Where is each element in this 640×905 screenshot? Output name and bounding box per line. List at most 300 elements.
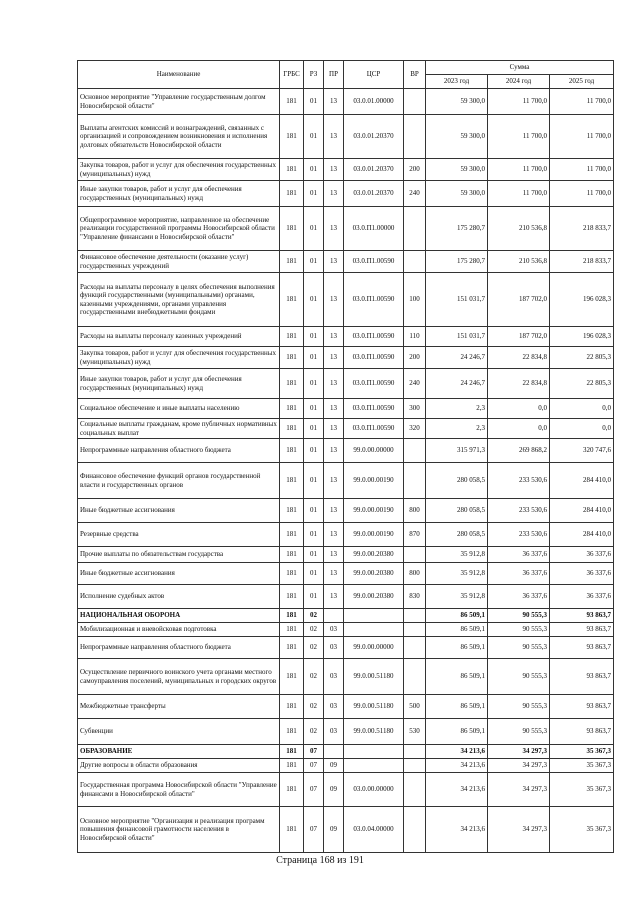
table-row <box>78 499 614 523</box>
cell-name: Иные бюджетные ассигнования <box>78 499 280 523</box>
cell-rz: 07 <box>304 807 324 853</box>
cell-grbs: 181 <box>280 159 304 181</box>
cell-2024: 269 868,2 <box>488 439 550 463</box>
cell-vr <box>404 773 426 807</box>
page-number: Страница 168 из 191 <box>276 855 364 866</box>
cell-2025: 22 805,3 <box>550 347 614 369</box>
cell-vr <box>404 745 426 759</box>
table-row <box>78 659 614 695</box>
cell-vr: 870 <box>404 523 426 547</box>
cell-vr: 200 <box>404 347 426 369</box>
cell-name: Закупка товаров, работ и услуг для обеспечения государственных (муниципальных) нужд <box>78 347 280 369</box>
cell-grbs: 181 <box>280 207 304 251</box>
col-header-csr: ЦСР <box>344 61 404 89</box>
cell-name: Прочие выплаты по обязательствам государства <box>78 547 280 563</box>
cell-vr <box>404 251 426 273</box>
cell-csr: 03.0.01.00000 <box>344 89 404 115</box>
cell-grbs: 181 <box>280 563 304 585</box>
cell-rz: 01 <box>304 181 324 207</box>
table-row <box>78 807 614 853</box>
cell-grbs: 181 <box>280 463 304 499</box>
cell-pr: 13 <box>324 463 344 499</box>
cell-2025: 93 863,7 <box>550 695 614 719</box>
cell-2023: 175 280,7 <box>426 207 488 251</box>
cell-csr: 03.0.П1.00590 <box>344 399 404 419</box>
table-row <box>78 563 614 585</box>
cell-name: Выплаты агентских комиссий и вознаграждений, связанных с организацией и сопровождением возникновения и исполнения долговых обязательств Новосибирской области <box>78 115 280 159</box>
cell-name: НАЦИОНАЛЬНАЯ ОБОРОНА <box>78 609 280 623</box>
cell-2025: 35 367,3 <box>550 807 614 853</box>
table-row <box>78 399 614 419</box>
cell-csr: 03.0.П1.00590 <box>344 419 404 439</box>
cell-grbs: 181 <box>280 745 304 759</box>
cell-pr: 13 <box>324 399 344 419</box>
cell-rz: 01 <box>304 523 324 547</box>
cell-2025: 0,0 <box>550 399 614 419</box>
cell-2024: 210 536,8 <box>488 207 550 251</box>
cell-2025: 36 337,6 <box>550 563 614 585</box>
cell-grbs: 181 <box>280 547 304 563</box>
cell-pr: 13 <box>324 419 344 439</box>
cell-vr: 110 <box>404 327 426 347</box>
col-header-grbs: ГРБС <box>280 61 304 89</box>
col-header-rz: РЗ <box>304 61 324 89</box>
cell-2024: 90 555,3 <box>488 609 550 623</box>
col-header-year-2024: 2024 год <box>488 75 550 89</box>
cell-csr: 99.0.00.00190 <box>344 499 404 523</box>
table-row <box>78 327 614 347</box>
cell-rz: 07 <box>304 745 324 759</box>
cell-2023: 59 300,0 <box>426 89 488 115</box>
cell-name: Финансовое обеспечение деятельности (оказание услуг) государственных учреждений <box>78 251 280 273</box>
cell-2024: 210 536,8 <box>488 251 550 273</box>
cell-grbs: 181 <box>280 115 304 159</box>
cell-2023: 59 300,0 <box>426 115 488 159</box>
cell-grbs: 181 <box>280 399 304 419</box>
cell-2025: 35 367,3 <box>550 759 614 773</box>
cell-grbs: 181 <box>280 637 304 659</box>
table-row <box>78 637 614 659</box>
cell-vr: 300 <box>404 399 426 419</box>
cell-pr: 13 <box>324 439 344 463</box>
cell-csr: 03.0.П1.00590 <box>344 251 404 273</box>
cell-csr: 99.0.00.20380 <box>344 563 404 585</box>
cell-2023: 35 912,8 <box>426 563 488 585</box>
cell-vr: 800 <box>404 563 426 585</box>
cell-vr <box>404 637 426 659</box>
cell-pr <box>324 745 344 759</box>
cell-vr <box>404 807 426 853</box>
cell-rz: 07 <box>304 773 324 807</box>
cell-pr: 13 <box>324 563 344 585</box>
cell-grbs: 181 <box>280 273 304 327</box>
cell-pr: 09 <box>324 773 344 807</box>
cell-grbs: 181 <box>280 251 304 273</box>
cell-pr <box>324 609 344 623</box>
cell-2024: 233 530,6 <box>488 523 550 547</box>
cell-2024: 22 834,8 <box>488 369 550 399</box>
cell-name: Непрограммные направления областного бюджета <box>78 637 280 659</box>
cell-vr <box>404 463 426 499</box>
table-row <box>78 181 614 207</box>
cell-2024: 34 297,3 <box>488 745 550 759</box>
cell-vr: 200 <box>404 159 426 181</box>
cell-pr: 13 <box>324 347 344 369</box>
cell-2025: 11 700,0 <box>550 115 614 159</box>
cell-name: Мобилизационная и вневойсковая подготовка <box>78 623 280 637</box>
cell-csr: 99.0.00.20380 <box>344 585 404 609</box>
cell-2023: 315 971,3 <box>426 439 488 463</box>
cell-rz: 01 <box>304 499 324 523</box>
cell-2023: 280 058,5 <box>426 463 488 499</box>
cell-vr: 830 <box>404 585 426 609</box>
cell-2023: 86 509,1 <box>426 659 488 695</box>
cell-2024: 36 337,6 <box>488 547 550 563</box>
cell-2025: 22 805,3 <box>550 369 614 399</box>
col-header-sum: Сумма <box>426 61 614 75</box>
cell-pr: 13 <box>324 585 344 609</box>
col-header-pr: ПР <box>324 61 344 89</box>
cell-grbs: 181 <box>280 659 304 695</box>
cell-pr: 13 <box>324 547 344 563</box>
cell-2023: 35 912,8 <box>426 547 488 563</box>
cell-pr: 13 <box>324 499 344 523</box>
cell-2024: 90 555,3 <box>488 637 550 659</box>
cell-2025: 218 833,7 <box>550 207 614 251</box>
cell-2023: 86 509,1 <box>426 719 488 745</box>
cell-csr: 03.0.П1.00590 <box>344 327 404 347</box>
cell-2024: 0,0 <box>488 419 550 439</box>
table-row <box>78 115 614 159</box>
cell-grbs: 181 <box>280 807 304 853</box>
table-row <box>78 759 614 773</box>
cell-2024: 90 555,3 <box>488 659 550 695</box>
col-header-vr: ВР <box>404 61 426 89</box>
cell-pr: 13 <box>324 115 344 159</box>
cell-pr: 13 <box>324 273 344 327</box>
cell-2023: 280 058,5 <box>426 499 488 523</box>
cell-rz: 01 <box>304 439 324 463</box>
cell-vr: 240 <box>404 181 426 207</box>
cell-grbs: 181 <box>280 695 304 719</box>
cell-2023: 151 031,7 <box>426 327 488 347</box>
cell-2024: 34 297,3 <box>488 807 550 853</box>
cell-grbs: 181 <box>280 499 304 523</box>
cell-pr: 03 <box>324 637 344 659</box>
cell-pr: 13 <box>324 327 344 347</box>
cell-2025: 218 833,7 <box>550 251 614 273</box>
cell-2024: 11 700,0 <box>488 89 550 115</box>
cell-vr <box>404 207 426 251</box>
cell-csr: 99.0.00.00000 <box>344 439 404 463</box>
cell-rz: 01 <box>304 419 324 439</box>
cell-2025: 11 700,0 <box>550 89 614 115</box>
cell-grbs: 181 <box>280 327 304 347</box>
cell-vr: 500 <box>404 695 426 719</box>
cell-rz: 01 <box>304 207 324 251</box>
cell-rz: 01 <box>304 159 324 181</box>
cell-csr: 03.0.П1.00590 <box>344 369 404 399</box>
cell-rz: 01 <box>304 273 324 327</box>
cell-csr <box>344 759 404 773</box>
cell-pr: 13 <box>324 251 344 273</box>
cell-name: Межбюджетные трансферты <box>78 695 280 719</box>
cell-csr: 03.0.П1.00000 <box>344 207 404 251</box>
cell-2025: 284 410,0 <box>550 499 614 523</box>
table-row <box>78 719 614 745</box>
cell-name: Общепрограммное мероприятие, направленное на обеспечение реализации государственной программы Новосибирской области "Управление финансами в Новосибирской области" <box>78 207 280 251</box>
table-row <box>78 585 614 609</box>
table-row <box>78 419 614 439</box>
cell-2025: 36 337,6 <box>550 547 614 563</box>
table-row <box>78 547 614 563</box>
cell-2023: 2,3 <box>426 399 488 419</box>
cell-csr: 03.0.01.20370 <box>344 159 404 181</box>
cell-2023: 34 213,6 <box>426 807 488 853</box>
cell-vr <box>404 759 426 773</box>
cell-vr: 320 <box>404 419 426 439</box>
cell-name: Расходы на выплаты персоналу в целях обеспечения выполнения функций государственными (муниципальными) органами, казенными учреждениями, органами управления государственными внебюджетными фондами <box>78 273 280 327</box>
cell-grbs: 181 <box>280 439 304 463</box>
cell-vr <box>404 659 426 695</box>
cell-grbs: 181 <box>280 609 304 623</box>
cell-2023: 86 509,1 <box>426 609 488 623</box>
cell-2024: 233 530,6 <box>488 463 550 499</box>
table-row <box>78 273 614 327</box>
cell-2024: 36 337,6 <box>488 563 550 585</box>
cell-rz: 01 <box>304 585 324 609</box>
table-row <box>78 369 614 399</box>
cell-name: Исполнение судебных актов <box>78 585 280 609</box>
cell-rz: 02 <box>304 609 324 623</box>
cell-vr: 530 <box>404 719 426 745</box>
cell-pr: 03 <box>324 659 344 695</box>
cell-2024: 90 555,3 <box>488 695 550 719</box>
cell-2025: 196 028,3 <box>550 273 614 327</box>
cell-name: Иные закупки товаров, работ и услуг для обеспечения государственных (муниципальных) нужд <box>78 181 280 207</box>
cell-2023: 280 058,5 <box>426 523 488 547</box>
cell-vr <box>404 609 426 623</box>
cell-2024: 34 297,3 <box>488 759 550 773</box>
cell-pr: 09 <box>324 759 344 773</box>
cell-csr: 99.0.00.51180 <box>344 659 404 695</box>
cell-name: Расходы на выплаты персоналу казенных учреждений <box>78 327 280 347</box>
cell-csr: 99.0.00.00000 <box>344 637 404 659</box>
cell-2025: 93 863,7 <box>550 637 614 659</box>
cell-vr <box>404 89 426 115</box>
cell-rz: 01 <box>304 327 324 347</box>
cell-2025: 320 747,6 <box>550 439 614 463</box>
cell-rz: 02 <box>304 623 324 637</box>
cell-2024: 187 702,0 <box>488 327 550 347</box>
table-row <box>78 439 614 463</box>
cell-rz: 02 <box>304 659 324 695</box>
cell-pr: 03 <box>324 719 344 745</box>
table-row <box>78 523 614 547</box>
col-header-year-2023: 2023 год <box>426 75 488 89</box>
cell-2024: 11 700,0 <box>488 159 550 181</box>
cell-2025: 36 337,6 <box>550 585 614 609</box>
cell-csr: 99.0.00.51180 <box>344 719 404 745</box>
cell-name: Закупка товаров, работ и услуг для обеспечения государственных (муниципальных) нужд <box>78 159 280 181</box>
cell-2023: 24 246,7 <box>426 347 488 369</box>
cell-csr <box>344 623 404 637</box>
cell-rz: 01 <box>304 89 324 115</box>
cell-grbs: 181 <box>280 719 304 745</box>
col-header-year-2025: 2025 год <box>550 75 614 89</box>
cell-2023: 175 280,7 <box>426 251 488 273</box>
cell-2024: 11 700,0 <box>488 115 550 159</box>
cell-name: Финансовое обеспечение функций органов государственной власти и государственных органов <box>78 463 280 499</box>
cell-name: Иные закупки товаров, работ и услуг для обеспечения государственных (муниципальных) нужд <box>78 369 280 399</box>
table-row <box>78 89 614 115</box>
cell-rz: 01 <box>304 399 324 419</box>
table-row <box>78 207 614 251</box>
table-row <box>78 745 614 759</box>
cell-2023: 34 213,6 <box>426 745 488 759</box>
cell-2025: 93 863,7 <box>550 623 614 637</box>
cell-vr <box>404 547 426 563</box>
table-row <box>78 347 614 369</box>
cell-2025: 35 367,3 <box>550 773 614 807</box>
table-row <box>78 773 614 807</box>
cell-csr: 99.0.00.20380 <box>344 547 404 563</box>
cell-pr: 13 <box>324 523 344 547</box>
cell-2023: 151 031,7 <box>426 273 488 327</box>
cell-csr: 03.0.04.00000 <box>344 807 404 853</box>
cell-pr: 03 <box>324 623 344 637</box>
cell-pr: 13 <box>324 89 344 115</box>
cell-2025: 93 863,7 <box>550 719 614 745</box>
cell-grbs: 181 <box>280 181 304 207</box>
table-row <box>78 623 614 637</box>
cell-grbs: 181 <box>280 773 304 807</box>
cell-pr: 13 <box>324 159 344 181</box>
cell-csr: 03.0.П1.00590 <box>344 273 404 327</box>
cell-csr: 03.0.01.20370 <box>344 181 404 207</box>
cell-csr: 99.0.00.00190 <box>344 463 404 499</box>
cell-grbs: 181 <box>280 523 304 547</box>
cell-grbs: 181 <box>280 347 304 369</box>
cell-2025: 35 367,3 <box>550 745 614 759</box>
cell-rz: 01 <box>304 251 324 273</box>
cell-grbs: 181 <box>280 369 304 399</box>
cell-2023: 59 300,0 <box>426 181 488 207</box>
cell-name: Другие вопросы в области образования <box>78 759 280 773</box>
table-row <box>78 251 614 273</box>
cell-2024: 0,0 <box>488 399 550 419</box>
cell-rz: 02 <box>304 695 324 719</box>
cell-grbs: 181 <box>280 585 304 609</box>
cell-2024: 90 555,3 <box>488 719 550 745</box>
cell-2025: 0,0 <box>550 419 614 439</box>
cell-grbs: 181 <box>280 623 304 637</box>
cell-pr: 13 <box>324 181 344 207</box>
cell-rz: 01 <box>304 347 324 369</box>
cell-rz: 01 <box>304 547 324 563</box>
cell-name: Социальное обеспечение и иные выплаты населению <box>78 399 280 419</box>
cell-csr <box>344 745 404 759</box>
cell-vr <box>404 115 426 159</box>
cell-pr: 03 <box>324 695 344 719</box>
cell-vr <box>404 439 426 463</box>
cell-rz: 02 <box>304 637 324 659</box>
cell-name: ОБРАЗОВАНИЕ <box>78 745 280 759</box>
cell-grbs: 181 <box>280 89 304 115</box>
cell-grbs: 181 <box>280 759 304 773</box>
cell-2023: 86 509,1 <box>426 695 488 719</box>
cell-2024: 36 337,6 <box>488 585 550 609</box>
cell-2024: 187 702,0 <box>488 273 550 327</box>
cell-2024: 34 297,3 <box>488 773 550 807</box>
cell-2023: 86 509,1 <box>426 623 488 637</box>
cell-2024: 90 555,3 <box>488 623 550 637</box>
table-row <box>78 463 614 499</box>
cell-pr: 13 <box>324 369 344 399</box>
cell-rz: 01 <box>304 369 324 399</box>
cell-name: Осуществление первичного воинского учета органами местного самоуправления поселений, муниципальных и городских округов <box>78 659 280 695</box>
cell-name: Социальные выплаты гражданам, кроме публичных нормативных социальных выплат <box>78 419 280 439</box>
cell-2023: 34 213,6 <box>426 759 488 773</box>
cell-2025: 11 700,0 <box>550 181 614 207</box>
cell-2023: 34 213,6 <box>426 773 488 807</box>
cell-2025: 11 700,0 <box>550 159 614 181</box>
cell-rz: 01 <box>304 463 324 499</box>
cell-csr: 03.0.П1.00590 <box>344 347 404 369</box>
cell-name: Государственная программа Новосибирской области "Управление финансами в Новосибирской области" <box>78 773 280 807</box>
table-row <box>78 695 614 719</box>
cell-name: Резервные средства <box>78 523 280 547</box>
cell-2023: 2,3 <box>426 419 488 439</box>
cell-2023: 35 912,8 <box>426 585 488 609</box>
cell-csr: 03.0.01.20370 <box>344 115 404 159</box>
cell-rz: 02 <box>304 719 324 745</box>
cell-csr: 03.0.00.00000 <box>344 773 404 807</box>
cell-csr: 99.0.00.00190 <box>344 523 404 547</box>
budget-table <box>77 60 614 853</box>
cell-rz: 07 <box>304 759 324 773</box>
cell-2025: 284 410,0 <box>550 463 614 499</box>
cell-grbs: 181 <box>280 419 304 439</box>
cell-name: Основное мероприятие "Управление государственным долгом Новосибирской области" <box>78 89 280 115</box>
cell-2023: 24 246,7 <box>426 369 488 399</box>
cell-vr: 240 <box>404 369 426 399</box>
cell-2023: 59 300,0 <box>426 159 488 181</box>
cell-name: Непрограммные направления областного бюджета <box>78 439 280 463</box>
cell-2025: 93 863,7 <box>550 659 614 695</box>
cell-name: Иные бюджетные ассигнования <box>78 563 280 585</box>
cell-pr: 09 <box>324 807 344 853</box>
cell-pr: 13 <box>324 207 344 251</box>
cell-vr: 800 <box>404 499 426 523</box>
cell-rz: 01 <box>304 115 324 159</box>
cell-vr: 100 <box>404 273 426 327</box>
table-row <box>78 609 614 623</box>
cell-rz: 01 <box>304 563 324 585</box>
cell-csr: 99.0.00.51180 <box>344 695 404 719</box>
cell-name: Основное мероприятие "Организация и реализация программ повышения финансовой грамотности населения в Новосибирской области" <box>78 807 280 853</box>
cell-2025: 196 028,3 <box>550 327 614 347</box>
cell-2023: 86 509,1 <box>426 637 488 659</box>
col-header-name: Наименование <box>78 61 280 89</box>
cell-vr <box>404 623 426 637</box>
cell-2024: 22 834,8 <box>488 347 550 369</box>
table-row <box>78 159 614 181</box>
cell-csr <box>344 609 404 623</box>
table-body <box>78 89 614 853</box>
cell-name: Субвенции <box>78 719 280 745</box>
cell-2025: 284 410,0 <box>550 523 614 547</box>
